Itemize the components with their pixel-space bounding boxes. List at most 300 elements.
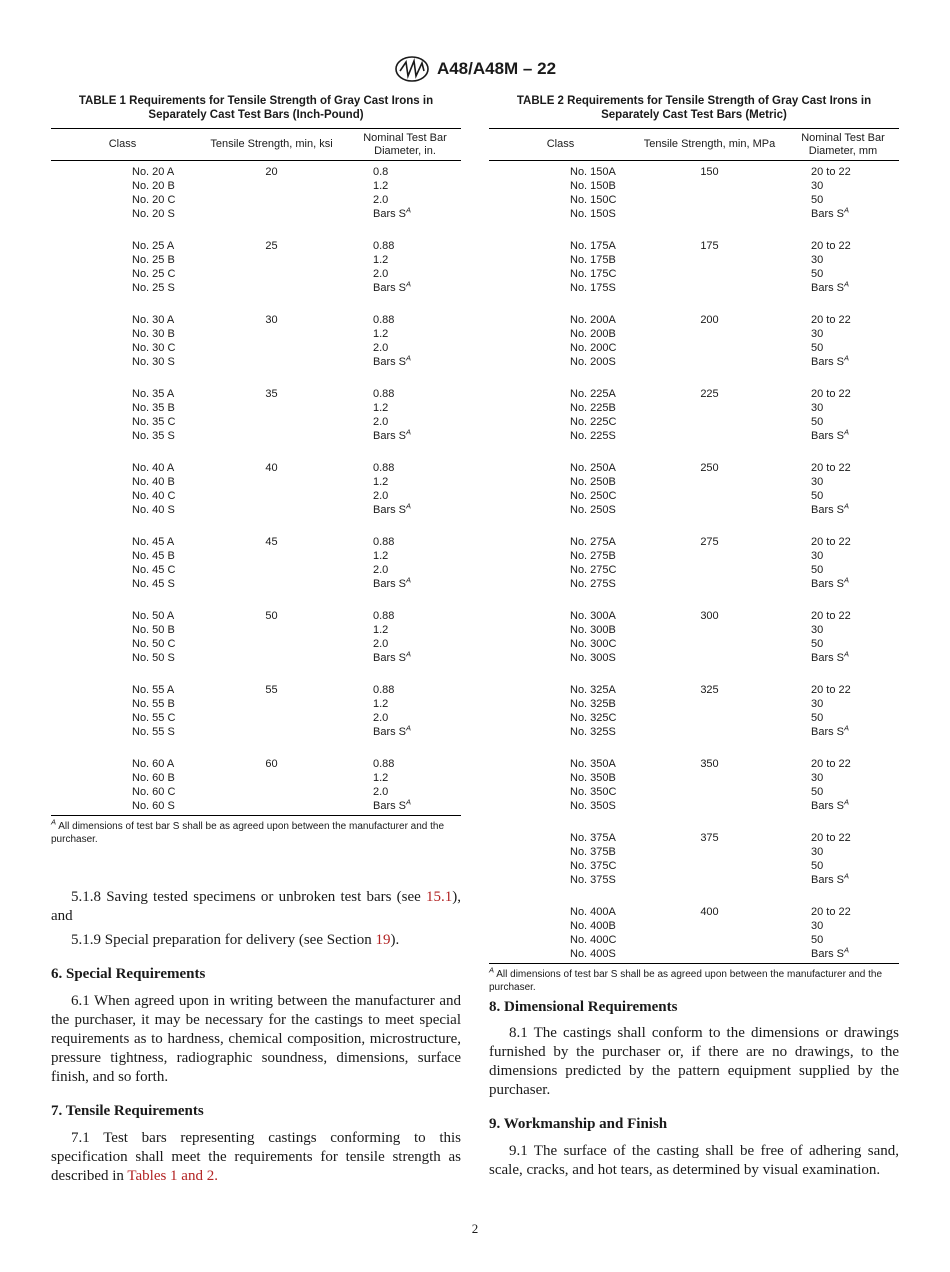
tensile-cell <box>632 651 787 665</box>
para-7-1 <box>51 1129 461 1186</box>
tensile-cell <box>194 697 349 711</box>
class-cell <box>489 919 632 933</box>
table2-title: TABLE 2 Requirements for Tensile Strength of Gray Cast Irons in Separately Cast Test Bars (Metric) <box>516 95 872 121</box>
class-cell <box>51 267 194 281</box>
class-value: No. 375A <box>570 832 616 844</box>
diameter-value: 2.0 <box>373 638 389 650</box>
class-cell <box>489 901 632 919</box>
diameter-value: 0.88 <box>373 536 395 548</box>
class-value: No. 375C <box>570 860 617 872</box>
group-spacer <box>489 517 899 531</box>
table-row <box>489 785 899 799</box>
class-value: No. 50 A <box>132 610 175 622</box>
class-value: No. 375S <box>570 874 616 886</box>
diameter-value: Bars S <box>373 282 407 294</box>
diameter-value: 30 <box>811 698 824 710</box>
para-5-1-8-text: 5.1.8 Saving tested specimens or unbroken test bars (see <box>71 889 426 905</box>
table-row <box>51 679 461 697</box>
diameter-value: 20 to 22 <box>811 906 851 918</box>
diameter-cell <box>349 503 461 517</box>
table2-head-tensile: Tensile Strength, min, MPa <box>632 129 787 161</box>
tensile-cell <box>632 725 787 739</box>
tensile-cell <box>632 549 787 563</box>
diameter-value: 0.88 <box>373 314 395 326</box>
class-value: No. 250S <box>570 504 616 516</box>
class-value: No. 250C <box>570 490 617 502</box>
class-cell <box>51 577 194 591</box>
class-cell <box>51 679 194 697</box>
footnote-ref: A <box>844 797 850 807</box>
diameter-value: Bars S <box>373 356 407 368</box>
table-row <box>51 651 461 665</box>
diameter-cell <box>787 531 899 549</box>
table-row <box>489 281 899 295</box>
diameter-cell <box>787 281 899 295</box>
diameter-cell <box>349 341 461 355</box>
table-row <box>51 785 461 799</box>
diameter-value: 30 <box>811 254 824 266</box>
table-row <box>489 697 899 711</box>
table-row <box>51 383 461 401</box>
footnote-mark: A <box>489 965 495 975</box>
section-6-title: 6. Special Requirements <box>51 966 206 982</box>
diameter-value: Bars S <box>811 726 845 738</box>
diameter-value: 50 <box>811 564 824 576</box>
diameter-value: Bars S <box>811 430 845 442</box>
table-row <box>489 179 899 193</box>
tensile-cell <box>194 429 349 443</box>
tensile-cell <box>632 341 787 355</box>
group-spacer <box>51 369 461 383</box>
diameter-cell <box>787 637 899 651</box>
diameter-value: 2.0 <box>373 416 389 428</box>
diameter-cell <box>787 489 899 503</box>
diameter-cell <box>787 415 899 429</box>
class-value: No. 325C <box>570 712 617 724</box>
para-6-1: 6.1 When agreed upon in writing between the manufacturer and the purchaser, it may be necessary for the castings to meet special requirements as to hardness, chemical composition, microstructure, pressure tightness, radiographic soundness, dimensions, surface finish, and so forth. <box>51 993 461 1085</box>
tensile-cell <box>194 785 349 799</box>
table-row <box>489 845 899 859</box>
class-value: No. 175A <box>570 240 616 252</box>
diameter-cell <box>787 207 899 221</box>
diameter-cell <box>349 605 461 623</box>
diameter-cell <box>787 845 899 859</box>
diameter-cell <box>349 771 461 785</box>
table-row <box>51 577 461 591</box>
tensile-cell <box>632 845 787 859</box>
class-cell <box>51 503 194 517</box>
tensile-cell <box>632 475 787 489</box>
link-15-1[interactable]: 15.1 <box>426 889 453 905</box>
tensile-cell <box>632 919 787 933</box>
group-spacer <box>489 591 899 605</box>
class-cell <box>489 341 632 355</box>
class-value: No. 400S <box>570 948 616 960</box>
class-cell <box>489 383 632 401</box>
class-cell <box>489 637 632 651</box>
table-row <box>489 725 899 739</box>
class-value: No. 25 A <box>132 240 175 252</box>
table-row <box>489 577 899 591</box>
diameter-cell <box>349 651 461 665</box>
diameter-value: 30 <box>811 772 824 784</box>
class-value: No. 200A <box>570 314 616 326</box>
diameter-cell <box>349 489 461 503</box>
diameter-value: Bars S <box>811 652 845 664</box>
class-cell <box>489 401 632 415</box>
class-value: No. 50 S <box>132 652 175 664</box>
diameter-value: 0.8 <box>373 166 389 178</box>
class-value: No. 20 C <box>132 194 176 206</box>
table1-title: TABLE 1 Requirements for Tensile Strength of Gray Cast Irons in Separately Cast Test Bars (Inch-Pound) <box>78 95 434 121</box>
footnote-ref: A <box>406 501 412 511</box>
group-spacer <box>489 221 899 235</box>
diameter-cell <box>349 235 461 253</box>
class-cell <box>51 355 194 369</box>
para-8-1: 8.1 The castings shall conform to the dimensions or drawings furnished by the purchaser or, if there are no drawings, to the dimensions predicted by the pattern equipment supplied by the purchaser. <box>489 1025 899 1098</box>
class-value: No. 350S <box>570 800 616 812</box>
left-column <box>51 94 461 1184</box>
class-cell <box>51 785 194 799</box>
diameter-value: Bars S <box>811 504 845 516</box>
table-row <box>489 383 899 401</box>
para-5-1-8-end: ), and <box>51 889 461 924</box>
class-cell <box>51 475 194 489</box>
footnote-ref: A <box>406 205 412 215</box>
class-cell <box>51 651 194 665</box>
class-cell <box>51 253 194 267</box>
class-cell <box>489 827 632 845</box>
class-value: No. 200S <box>570 356 616 368</box>
footnote-ref: A <box>844 871 850 881</box>
table2-head-class: Class <box>489 129 632 161</box>
class-cell <box>489 327 632 341</box>
diameter-cell <box>349 457 461 475</box>
footnote-ref: A <box>844 575 850 585</box>
table-row <box>51 327 461 341</box>
diameter-value: Bars S <box>811 208 845 220</box>
para-5-1-8 <box>51 888 461 926</box>
class-value: No. 175C <box>570 268 617 280</box>
tensile-cell <box>194 563 349 577</box>
diameter-value: 20 to 22 <box>811 684 851 696</box>
diameter-cell <box>349 355 461 369</box>
class-cell <box>489 651 632 665</box>
class-value: No. 30 A <box>132 314 175 326</box>
diameter-value: 30 <box>811 846 824 858</box>
diameter-value: 30 <box>811 920 824 932</box>
table-row <box>489 933 899 947</box>
table-row <box>51 771 461 785</box>
table-row <box>489 947 899 964</box>
class-value: No. 30 C <box>132 342 176 354</box>
group-spacer <box>51 517 461 531</box>
class-cell <box>489 193 632 207</box>
class-value: No. 225B <box>570 402 616 414</box>
footnote-mark: A <box>51 817 57 827</box>
class-cell <box>489 947 632 964</box>
diameter-value: Bars S <box>373 726 407 738</box>
diameter-value: 1.2 <box>373 254 389 266</box>
link-section-19[interactable]: 19 <box>375 932 391 948</box>
class-value: No. 40 A <box>132 462 175 474</box>
link-tables-1-2[interactable]: Tables 1 and 2. <box>127 1168 218 1184</box>
class-cell <box>51 401 194 415</box>
diameter-value: Bars S <box>373 578 407 590</box>
class-value: No. 275S <box>570 578 616 590</box>
tensile-cell <box>632 873 787 887</box>
class-value: No. 275A <box>570 536 616 548</box>
table-row <box>489 457 899 475</box>
diameter-value: 0.88 <box>373 240 395 252</box>
footnote-ref: A <box>844 723 850 733</box>
tensile-cell <box>632 697 787 711</box>
class-cell <box>51 415 194 429</box>
diameter-value: 50 <box>811 416 824 428</box>
table-row <box>489 859 899 873</box>
diameter-cell <box>349 475 461 489</box>
tensile-cell <box>194 771 349 785</box>
table-row <box>489 415 899 429</box>
diameter-cell <box>787 267 899 281</box>
diameter-cell <box>349 281 461 295</box>
tensile-cell <box>632 401 787 415</box>
diameter-cell <box>787 919 899 933</box>
table-row <box>489 489 899 503</box>
table1-head-tensile: Tensile Strength, min, ksi <box>194 129 349 161</box>
class-value: No. 375B <box>570 846 616 858</box>
class-value: No. 20 A <box>132 166 175 178</box>
diameter-value: 0.88 <box>373 684 395 696</box>
table-row <box>489 475 899 489</box>
diameter-cell <box>787 161 899 180</box>
diameter-value: 0.88 <box>373 610 395 622</box>
class-value: No. 300C <box>570 638 617 650</box>
diameter-value: Bars S <box>373 504 407 516</box>
table-row <box>489 711 899 725</box>
diameter-cell <box>349 401 461 415</box>
tensile-cell: 60 <box>265 758 278 770</box>
tensile-cell <box>632 193 787 207</box>
tensile-cell <box>632 253 787 267</box>
diameter-cell <box>787 193 899 207</box>
class-value: No. 225A <box>570 388 616 400</box>
right-body-text <box>489 998 899 1180</box>
diameter-cell <box>349 725 461 739</box>
class-value: No. 225S <box>570 430 616 442</box>
table-row <box>51 429 461 443</box>
class-cell <box>489 253 632 267</box>
table-row <box>489 799 899 813</box>
table-row <box>489 193 899 207</box>
class-value: No. 60 S <box>132 800 175 812</box>
diameter-cell <box>787 235 899 253</box>
diameter-value: 2.0 <box>373 564 389 576</box>
diameter-value: 20 to 22 <box>811 166 851 178</box>
table-row <box>51 207 461 221</box>
footnote-ref: A <box>406 575 412 585</box>
tensile-cell <box>632 577 787 591</box>
table-row <box>51 799 461 816</box>
table-row <box>51 267 461 281</box>
table-row <box>51 193 461 207</box>
footnote-text: All dimensions of test bar S shall be as agreed upon between the manufacturer and the purchaser. <box>51 821 445 845</box>
class-value: No. 25 B <box>132 254 175 266</box>
class-value: No. 60 A <box>132 758 175 770</box>
class-cell <box>489 753 632 771</box>
page-header <box>0 56 950 82</box>
tensile-cell <box>632 327 787 341</box>
diameter-cell <box>787 401 899 415</box>
diameter-cell <box>349 383 461 401</box>
diameter-value: 30 <box>811 476 824 488</box>
class-cell <box>51 711 194 725</box>
diameter-cell <box>349 753 461 771</box>
class-cell <box>51 179 194 193</box>
class-cell <box>489 475 632 489</box>
class-value: No. 350A <box>570 758 616 770</box>
tensile-cell <box>632 429 787 443</box>
class-value: No. 250A <box>570 462 616 474</box>
table-row <box>489 253 899 267</box>
diameter-cell <box>787 429 899 443</box>
diameter-value: 2.0 <box>373 490 389 502</box>
class-value: No. 200C <box>570 342 617 354</box>
class-cell <box>51 753 194 771</box>
diameter-value: 20 to 22 <box>811 610 851 622</box>
section-8-title: 8. Dimensional Requirements <box>489 999 678 1015</box>
diameter-cell <box>787 679 899 697</box>
class-value: No. 400B <box>570 920 616 932</box>
diameter-cell <box>787 549 899 563</box>
class-value: No. 55 A <box>132 684 175 696</box>
diameter-value: Bars S <box>373 208 407 220</box>
class-cell <box>489 859 632 873</box>
class-value: No. 35 S <box>132 430 175 442</box>
tensile-cell: 375 <box>700 832 719 844</box>
tensile-cell: 50 <box>265 610 278 622</box>
group-spacer <box>489 739 899 753</box>
diameter-cell <box>787 309 899 327</box>
diameter-cell <box>787 503 899 517</box>
class-value: No. 35 A <box>132 388 175 400</box>
group-spacer <box>489 443 899 457</box>
tensile-cell <box>632 503 787 517</box>
class-value: No. 45 S <box>132 578 175 590</box>
diameter-cell <box>787 383 899 401</box>
diameter-cell <box>349 429 461 443</box>
tensile-cell <box>194 267 349 281</box>
diameter-cell <box>787 623 899 637</box>
class-cell <box>489 799 632 813</box>
table-row <box>51 401 461 415</box>
class-cell <box>489 235 632 253</box>
table-row <box>51 161 461 180</box>
footnote-ref: A <box>406 723 412 733</box>
diameter-value: 0.88 <box>373 462 395 474</box>
diameter-cell <box>349 179 461 193</box>
class-cell <box>489 711 632 725</box>
tensile-cell <box>194 623 349 637</box>
table2-footnote <box>489 965 899 994</box>
diameter-cell <box>349 549 461 563</box>
footnote-ref: A <box>844 427 850 437</box>
class-cell <box>51 799 194 816</box>
tensile-cell: 40 <box>265 462 278 474</box>
table-row <box>51 235 461 253</box>
diameter-cell <box>787 771 899 785</box>
tensile-cell <box>194 725 349 739</box>
class-cell <box>489 785 632 799</box>
diameter-cell <box>787 827 899 845</box>
diameter-value: 50 <box>811 638 824 650</box>
class-cell <box>51 697 194 711</box>
table-row <box>51 605 461 623</box>
table-row <box>51 281 461 295</box>
tensile-cell <box>194 799 349 816</box>
diameter-cell <box>787 725 899 739</box>
diameter-value: 30 <box>811 550 824 562</box>
table-row <box>489 563 899 577</box>
class-value: No. 45 C <box>132 564 176 576</box>
diameter-cell <box>787 605 899 623</box>
tensile-cell <box>194 549 349 563</box>
footnote-ref: A <box>406 353 412 363</box>
class-value: No. 60 B <box>132 772 175 784</box>
diameter-cell <box>787 457 899 475</box>
diameter-cell <box>349 785 461 799</box>
table-row <box>489 341 899 355</box>
class-value: No. 150C <box>570 194 617 206</box>
diameter-cell <box>787 859 899 873</box>
group-spacer <box>51 591 461 605</box>
class-cell <box>51 489 194 503</box>
class-cell <box>489 355 632 369</box>
tensile-cell <box>194 355 349 369</box>
table-row <box>51 253 461 267</box>
diameter-cell <box>349 253 461 267</box>
diameter-cell <box>349 267 461 281</box>
diameter-value: 2.0 <box>373 342 389 354</box>
tensile-cell <box>632 281 787 295</box>
group-spacer <box>51 739 461 753</box>
table-row <box>51 309 461 327</box>
footnote-ref: A <box>844 205 850 215</box>
tensile-cell <box>194 577 349 591</box>
tensile-cell: 150 <box>700 166 719 178</box>
tensile-cell: 55 <box>265 684 278 696</box>
table2-head-diameter: Nominal Test Bar Diameter, mm <box>787 129 899 161</box>
tensile-cell <box>194 475 349 489</box>
diameter-value: 50 <box>811 268 824 280</box>
table-row <box>489 161 899 180</box>
tensile-cell: 225 <box>700 388 719 400</box>
table-row <box>489 771 899 785</box>
section-7-title: 7. Tensile Requirements <box>51 1103 204 1119</box>
class-cell <box>489 679 632 697</box>
group-spacer <box>489 887 899 901</box>
diameter-cell <box>349 637 461 651</box>
diameter-value: 20 to 22 <box>811 314 851 326</box>
class-cell <box>51 207 194 221</box>
left-body-text <box>51 888 461 1186</box>
diameter-value: 30 <box>811 180 824 192</box>
diameter-cell <box>787 697 899 711</box>
tensile-cell <box>194 341 349 355</box>
class-value: No. 150S <box>570 208 616 220</box>
class-value: No. 400C <box>570 934 617 946</box>
table1-head-class: Class <box>51 129 194 161</box>
